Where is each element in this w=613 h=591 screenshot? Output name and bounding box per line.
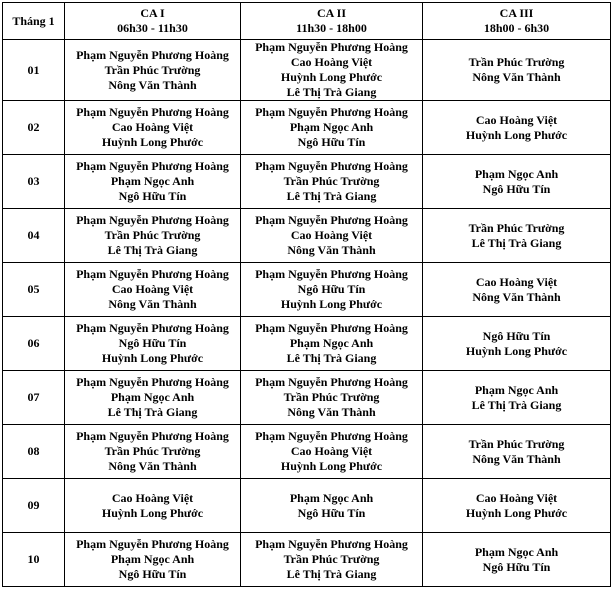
table-row [3, 155, 611, 209]
shift-3-cell [423, 533, 611, 587]
staff-name: Phạm Nguyễn Phương Hoàng [255, 429, 408, 443]
staff-name: Nông Văn Thành [287, 243, 376, 257]
staff-name: Phạm Nguyễn Phương Hoàng [255, 213, 408, 227]
staff-name: Lê Thị Trà Giang [286, 351, 377, 365]
day-cell [3, 263, 65, 317]
staff-name: Cao Hoàng Việt [111, 120, 194, 134]
shift-2-cell [241, 371, 423, 425]
staff-name: Cao Hoàng Việt [290, 55, 373, 69]
shift-1-cell [65, 263, 241, 317]
staff-name: Phạm Nguyễn Phương Hoàng [255, 375, 408, 389]
staff-name: Phạm Nguyễn Phương Hoàng [255, 40, 408, 54]
shift-2-cell [241, 40, 423, 101]
staff-name: Cao Hoàng Việt [111, 490, 194, 505]
staff-name: Huỳnh Long Phước [280, 70, 383, 84]
table-row [3, 479, 611, 533]
shift-1-cell [65, 317, 241, 371]
shift-2-cell [241, 101, 423, 155]
staff-name: Nông Văn Thành [472, 70, 561, 84]
day-cell [3, 479, 65, 533]
month-header [3, 3, 65, 40]
shift-1-cell [65, 371, 241, 425]
staff-name: Lê Thị Trà Giang [107, 243, 198, 257]
shift-1-cell [65, 533, 241, 587]
staff-name: Ngô Hữu Tín [297, 505, 366, 520]
shift-1-cell [65, 479, 241, 533]
staff-name: Phạm Nguyễn Phương Hoàng [255, 159, 408, 173]
day-cell [3, 40, 65, 101]
staff-name: Trần Phúc Trường [104, 62, 201, 77]
shift-3-cell [423, 101, 611, 155]
shift-name: CA III [499, 6, 534, 20]
shift-3-cell [423, 371, 611, 425]
staff-name: Huỳnh Long Phước [280, 297, 383, 311]
shift-1-cell [65, 101, 241, 155]
staff-name: Trần Phúc Trường [468, 55, 565, 69]
staff-name: Lê Thị Trà Giang [471, 235, 562, 250]
shift-name: CA I [140, 6, 165, 20]
shift-2-cell [241, 317, 423, 371]
staff-name: Phạm Ngọc Anh [289, 336, 374, 350]
staff-name: Trần Phúc Trường [283, 174, 380, 188]
staff-name: Nông Văn Thành [108, 77, 197, 92]
shift-3-cell [423, 317, 611, 371]
day-number: 10 [27, 552, 40, 566]
day-number: 06 [27, 336, 40, 350]
staff-name: Cao Hoàng Việt [290, 444, 373, 458]
staff-name: Ngô Hữu Tín [118, 189, 187, 203]
staff-name: Huỳnh Long Phước [465, 505, 568, 520]
shift-time: 18h00 - 6h30 [483, 21, 550, 35]
header-row [3, 3, 611, 40]
staff-name: Huỳnh Long Phước [101, 351, 204, 365]
staff-name: Phạm Ngọc Anh [474, 544, 559, 559]
staff-name: Cao Hoàng Việt [475, 112, 558, 127]
staff-name: Phạm Nguyễn Phương Hoàng [76, 159, 229, 173]
staff-name: Trần Phúc Trường [283, 552, 380, 566]
staff-name: Ngô Hữu Tín [482, 559, 551, 574]
day-cell [3, 101, 65, 155]
day-cell [3, 425, 65, 479]
day-number: 07 [27, 390, 40, 404]
staff-name: Cao Hoàng Việt [111, 282, 194, 296]
shift-2-cell [241, 479, 423, 533]
staff-name: Ngô Hữu Tín [482, 328, 551, 343]
staff-name: Trần Phúc Trường [104, 444, 201, 458]
day-cell [3, 317, 65, 371]
day-number: 03 [27, 174, 40, 188]
shift-3-cell [423, 40, 611, 101]
table-row [3, 425, 611, 479]
shift-time: 11h30 - 18h00 [296, 21, 367, 35]
day-number: 09 [27, 498, 40, 512]
staff-name: Phạm Nguyễn Phương Hoàng [255, 267, 408, 281]
day-cell [3, 209, 65, 263]
staff-name: Phạm Nguyễn Phương Hoàng [76, 537, 229, 551]
staff-name: Trần Phúc Trường [468, 436, 565, 451]
shift-2-cell [241, 533, 423, 587]
staff-name: Phạm Ngọc Anh [289, 490, 374, 505]
shift-3-cell [423, 155, 611, 209]
shift-1-cell [65, 155, 241, 209]
staff-name: Lê Thị Trà Giang [286, 85, 377, 99]
staff-name: Huỳnh Long Phước [465, 343, 568, 358]
shift-2-cell [241, 263, 423, 317]
shift-name: CA II [316, 6, 346, 20]
staff-name: Lê Thị Trà Giang [471, 397, 562, 412]
shift-2-cell [241, 155, 423, 209]
staff-name: Lê Thị Trà Giang [286, 189, 377, 203]
staff-name: Phạm Nguyễn Phương Hoàng [255, 105, 408, 119]
staff-name: Trần Phúc Trường [468, 220, 565, 235]
shift-header-1 [65, 3, 241, 40]
month-label: Tháng 1 [12, 13, 55, 28]
table-row [3, 263, 611, 317]
staff-name: Huỳnh Long Phước [101, 505, 204, 520]
staff-name: Phạm Nguyễn Phương Hoàng [76, 267, 229, 281]
shift-1-cell [65, 209, 241, 263]
day-cell [3, 533, 65, 587]
table-row [3, 317, 611, 371]
staff-name: Cao Hoàng Việt [290, 228, 373, 242]
staff-name: Huỳnh Long Phước [101, 135, 204, 149]
day-cell [3, 371, 65, 425]
staff-name: Nông Văn Thành [108, 459, 197, 473]
staff-name: Ngô Hữu Tín [118, 567, 187, 581]
staff-name: Ngô Hữu Tín [297, 282, 366, 296]
day-number: 02 [27, 120, 40, 134]
shift-1-cell [65, 425, 241, 479]
staff-name: Nông Văn Thành [472, 289, 561, 304]
staff-name: Huỳnh Long Phước [280, 459, 383, 473]
staff-name: Phạm Nguyễn Phương Hoàng [76, 105, 229, 119]
staff-name: Phạm Ngọc Anh [110, 174, 195, 188]
day-number: 08 [27, 444, 40, 458]
shift-1-cell [65, 40, 241, 101]
staff-name: Ngô Hữu Tín [297, 135, 366, 149]
staff-name: Lê Thị Trà Giang [286, 567, 377, 581]
day-cell [3, 155, 65, 209]
staff-name: Phạm Nguyễn Phương Hoàng [76, 47, 229, 62]
shift-schedule-table [2, 2, 611, 587]
staff-name: Phạm Ngọc Anh [110, 552, 195, 566]
table-row [3, 533, 611, 587]
schedule-body [3, 40, 611, 587]
shift-3-cell [423, 209, 611, 263]
staff-name: Ngô Hữu Tín [118, 336, 187, 350]
staff-name: Phạm Nguyễn Phương Hoàng [76, 375, 229, 389]
shift-2-cell [241, 209, 423, 263]
staff-name: Nông Văn Thành [108, 297, 197, 311]
table-row [3, 209, 611, 263]
staff-name: Phạm Nguyễn Phương Hoàng [255, 537, 408, 551]
shift-3-cell [423, 263, 611, 317]
shift-header-3 [423, 3, 611, 40]
shift-3-cell [423, 425, 611, 479]
staff-name: Lê Thị Trà Giang [107, 405, 198, 419]
shift-3-cell [423, 479, 611, 533]
staff-name: Phạm Ngọc Anh [474, 166, 559, 181]
staff-name: Phạm Ngọc Anh [474, 382, 559, 397]
shift-2-cell [241, 425, 423, 479]
shift-header-2 [241, 3, 423, 40]
staff-name: Cao Hoàng Việt [475, 274, 558, 289]
staff-name: Huỳnh Long Phước [465, 127, 568, 142]
staff-name: Phạm Nguyễn Phương Hoàng [76, 429, 229, 443]
shift-time: 06h30 - 11h30 [117, 21, 188, 35]
table-row [3, 101, 611, 155]
staff-name: Phạm Nguyễn Phương Hoàng [76, 213, 229, 227]
staff-name: Phạm Ngọc Anh [289, 120, 374, 134]
staff-name: Trần Phúc Trường [104, 228, 201, 242]
staff-name: Phạm Ngọc Anh [110, 390, 195, 404]
staff-name: Trần Phúc Trường [283, 390, 380, 404]
day-number: 01 [27, 62, 40, 77]
staff-name: Cao Hoàng Việt [475, 490, 558, 505]
day-number: 05 [27, 282, 40, 296]
staff-name: Phạm Nguyễn Phương Hoàng [255, 321, 408, 335]
table-row [3, 40, 611, 101]
day-number: 04 [27, 228, 40, 242]
staff-name: Ngô Hữu Tín [482, 181, 551, 196]
staff-name: Nông Văn Thành [287, 405, 376, 419]
staff-name: Phạm Nguyễn Phương Hoàng [76, 321, 229, 335]
table-row [3, 371, 611, 425]
staff-name: Nông Văn Thành [472, 451, 561, 466]
